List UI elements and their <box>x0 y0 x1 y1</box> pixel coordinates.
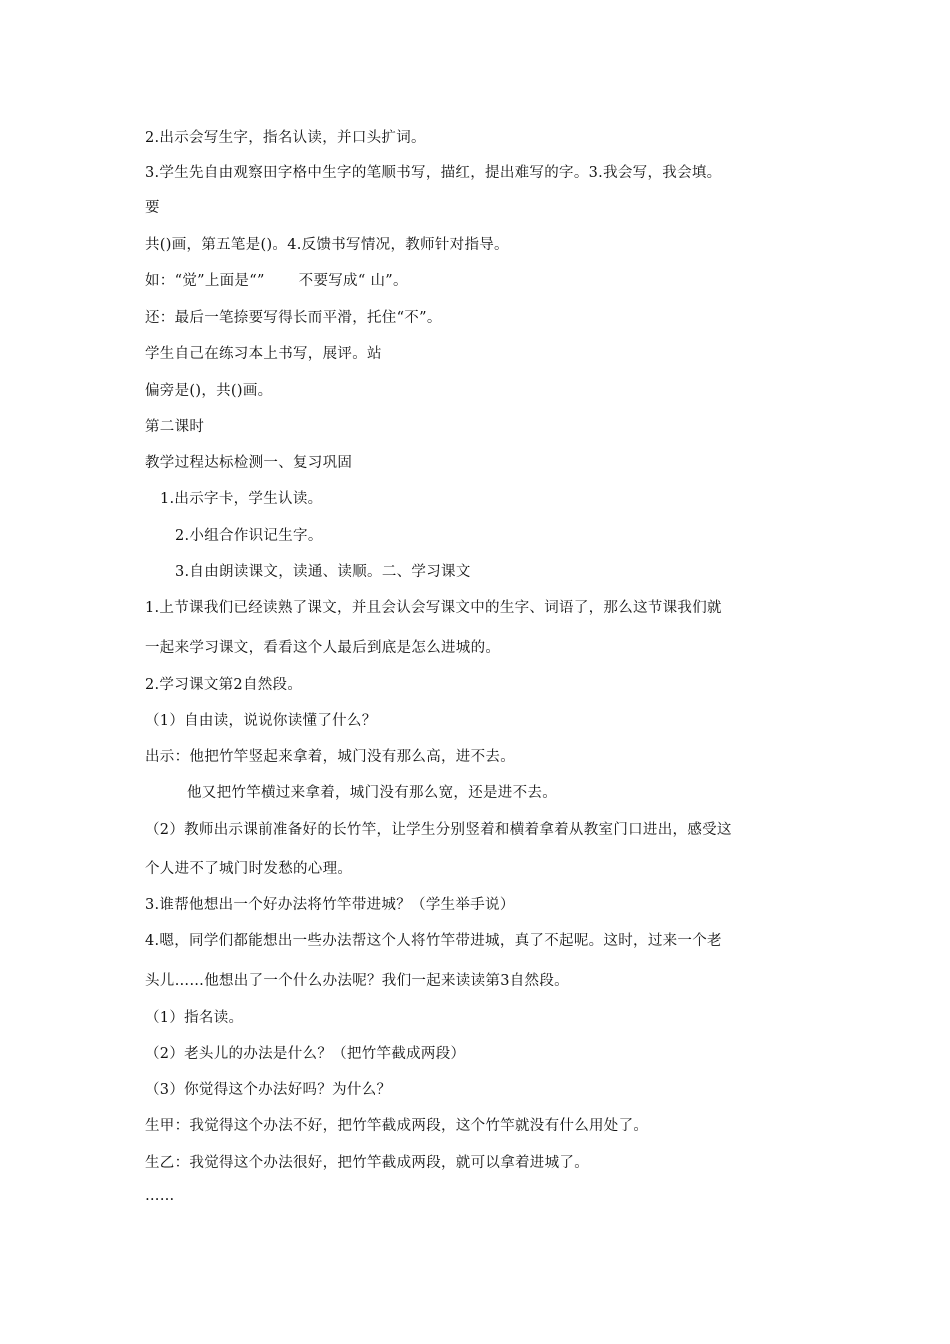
text-line: 个人进不了城门时发愁的心理。 <box>145 861 353 877</box>
text-line: 3.学生先自由观察田字格中生字的笔顺书写，描红，提出难写的字。3.我会写，我会填。 <box>145 165 722 181</box>
text-line: （3）你觉得这个办法好吗？为什么？ <box>145 1082 392 1098</box>
text-line: 2.小组合作识记生字。 <box>175 528 323 544</box>
text-line: （1）自由读，说说你读懂了什么？ <box>145 713 377 729</box>
text-line: 生乙：我觉得这个办法很好，把竹竿截成两段，就可以拿着进城了。 <box>145 1155 589 1171</box>
text-segment: 如：“觉”上面是“” <box>145 273 265 289</box>
text-line: 共()画，第五笔是()。4.反馈书写情况，教师针对指导。 <box>145 237 509 253</box>
text-line: （2）老头儿的办法是什么？（把竹竿截成两段） <box>145 1046 466 1062</box>
text-line: 学生自己在练习本上书写，展评。站 <box>145 346 382 362</box>
text-line: 教学过程达标检测一、复习巩固 <box>145 455 353 471</box>
text-line: 3.自由朗读课文，读通、读顺。二、学习课文 <box>175 564 471 580</box>
text-line: 1.出示字卡，学生认读。 <box>160 491 323 507</box>
text-line <box>145 271 408 291</box>
text-line: 头儿……他想出了一个什么办法呢？我们一起来读读第3自然段。 <box>145 973 569 989</box>
text-line: 一起来学习课文，看看这个人最后到底是怎么进城的。 <box>145 640 501 656</box>
text-line: 3.谁帮他想出一个好办法将竹竿带进城？（学生举手说） <box>145 897 515 913</box>
text-line: 4.嗯，同学们都能想出一些办法帮这个人将竹竿带进城，真了不起呢。这时，过来一个老 <box>145 933 722 949</box>
text-line: 要 <box>145 200 160 216</box>
text-line: 他又把竹竿横过来拿着，城门没有那么宽，还是进不去。 <box>187 785 557 801</box>
text-line: 2.出示会写生字，指名认读，并口头扩词。 <box>145 130 426 146</box>
section-heading: 第二课时 <box>145 419 205 435</box>
text-line: 偏旁是()，共()画。 <box>145 383 273 399</box>
text-segment: 不要写成“ 山”。 <box>298 273 408 289</box>
text-line: （1）指名读。 <box>145 1010 244 1026</box>
text-line: （2）教师出示课前准备好的长竹竿，让学生分别竖着和横着拿着从教室门口进出，感受这 <box>145 822 732 838</box>
text-line: 2.学习课文第2自然段。 <box>145 677 303 693</box>
text-line: 出示：他把竹竿竖起来拿着，城门没有那么高，进不去。 <box>145 749 515 765</box>
text-line: 还：最后一笔捺要写得长而平滑，托住“不”。 <box>145 310 442 326</box>
ellipsis: …… <box>145 1188 175 1204</box>
text-line: 生甲：我觉得这个办法不好，把竹竿截成两段，这个竹竿就没有什么用处了。 <box>145 1118 649 1134</box>
text-line: 1.上节课我们已经读熟了课文，并且会认会写课文中的生字、词语了，那么这节课我们就 <box>145 600 722 616</box>
